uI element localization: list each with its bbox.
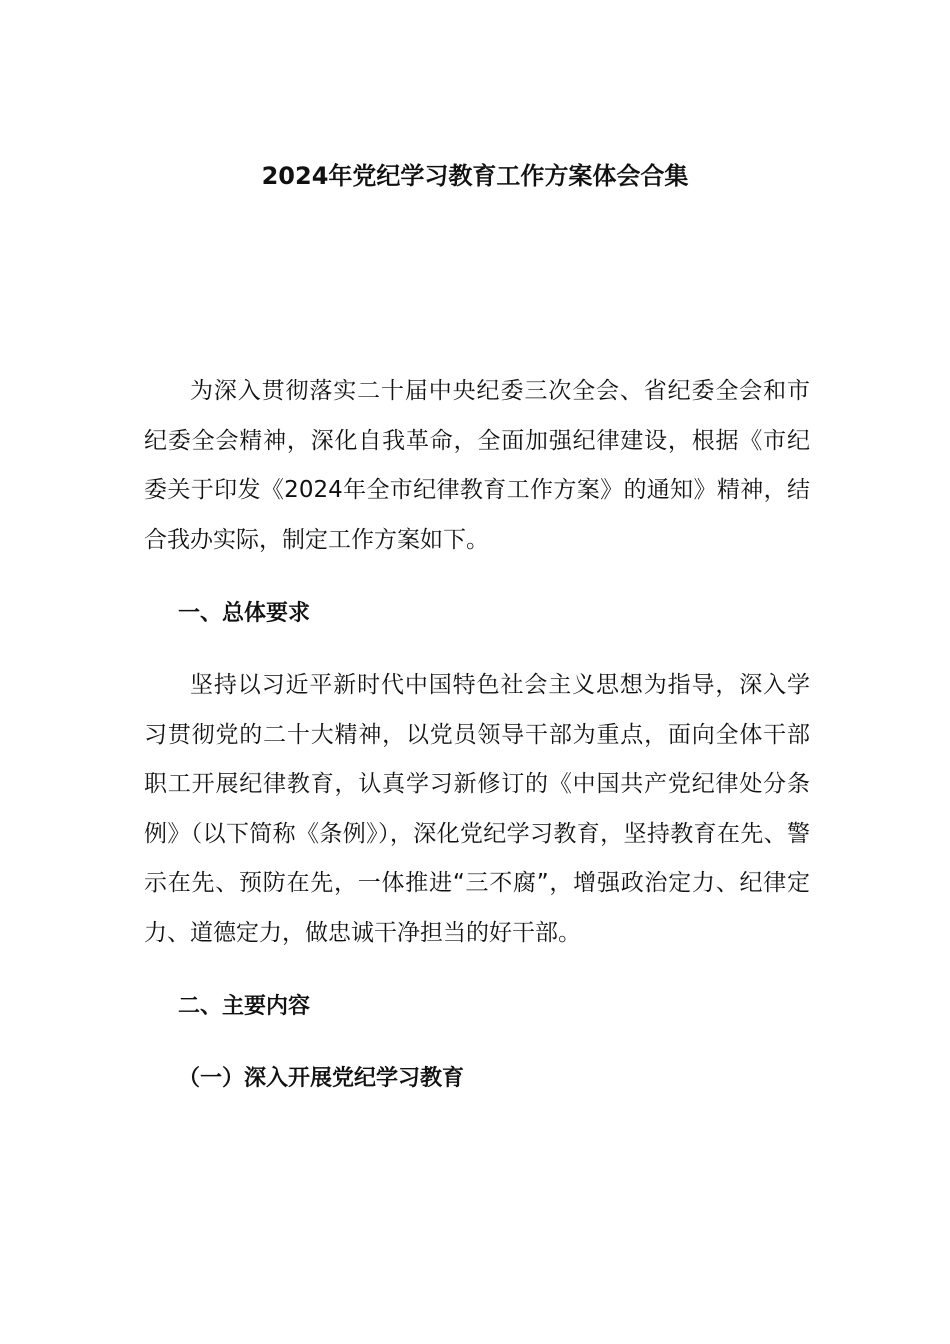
section-heading-main-content: 二、主要内容 [178,994,311,1019]
intro-paragraph: 为深入贯彻落实二十届中央纪委三次全会、省纪委全会和市纪委全会精神，深化自我革命，全面加强纪律建设，根据《市纪委关于印发《2024年全市纪律教育工作方案》的通知》精神，结合我办实际，制定工作方案如下。 [144,378,810,553]
subsection-heading-party-discipline-education: （一）深入开展党纪学习教育 [178,1066,465,1091]
general-requirements-paragraph: 坚持以习近平新时代中国特色社会主义思想为指导，深入学习贯彻党的二十大精神，以党员领导干部为重点，面向全体干部职工开展纪律教育，认真学习新修订的《中国共产党纪律处分条例》（以下简称《条例》），深化党纪学习教育，坚持教育在先、警示在先、预防在先，一体推进“三不腐”，增强政治定力、纪律定力、道德定力，做忠诚干净担当的好干部。 [144,672,810,946]
section-heading-general-requirements: 一、总体要求 [178,601,311,626]
document-title: 2024年党纪学习教育工作方案体会合集 [261,162,689,190]
